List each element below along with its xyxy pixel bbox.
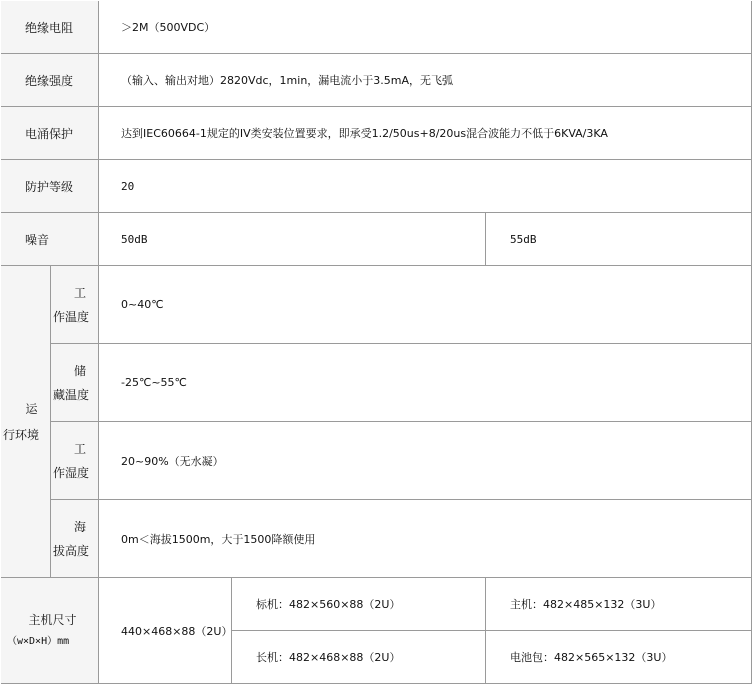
env-working-humidity-value (99, 422, 752, 500)
env-working-temp-label (51, 266, 99, 344)
protection-grade-label (1, 160, 99, 213)
dimensions-label (1, 578, 99, 684)
noise-label (1, 213, 99, 266)
dimensions-label-line-2: （w×D×H）mm (7, 635, 70, 647)
label-text: 防护等级 (25, 179, 74, 194)
value-text: 0m＜海拔1500m，大于1500降额使用 (121, 532, 316, 546)
env-working-temp-value (99, 266, 752, 344)
noise-value-b (486, 213, 752, 266)
value-text: 20~90%（无水凝） (121, 454, 224, 468)
dimensions-long-value (232, 631, 486, 684)
label-text: 绝缘电阻 (25, 20, 74, 35)
dimensions-battery-pack-value (486, 631, 752, 684)
env-storage-temp-label (51, 344, 99, 422)
sub-line-1: 工 (73, 285, 86, 300)
sub-line-2: 藏温度 (53, 387, 90, 402)
insulation-resistance-value (99, 1, 752, 54)
value-text: 0~40℃ (121, 298, 164, 311)
env-altitude-label (51, 500, 99, 578)
dimensions-standard-value (232, 578, 486, 631)
insulation-resistance-label (1, 1, 99, 54)
surge-protection-label (1, 107, 99, 160)
label-text: 绝缘强度 (25, 73, 74, 88)
env-working-humidity-label (51, 422, 99, 500)
label-text: 电涌保护 (25, 126, 74, 141)
env-altitude-value (99, 500, 752, 578)
sub-line-1: 储 (73, 363, 86, 378)
group-line-2: 行环境 (3, 427, 40, 442)
dimensions-host-value (486, 578, 752, 631)
sub-line-2: 作湿度 (53, 465, 90, 480)
group-line-1: 运 (25, 401, 38, 416)
dimensions-base-value (99, 578, 232, 684)
value-text: -25℃~55℃ (121, 376, 187, 389)
value-text: 20 (121, 179, 135, 193)
value-text: ＞2M（500VDC） (121, 21, 216, 34)
value-text: 电池包：482×565×132（3U） (510, 651, 673, 664)
value-text: 达到IEC60664-1规定的IV类安装位置要求，即承受1.2/50us+8/20us混合波能力不低于6KVA/3KA (121, 127, 608, 140)
value-text: 主机：482×485×132（3U） (510, 598, 662, 611)
insulation-strength-label (1, 54, 99, 107)
value-text: （输入、输出对地）2820Vdc，1min，漏电流小于3.5mA，无飞弧 (121, 74, 454, 87)
sub-line-1: 海 (73, 519, 86, 534)
value-text: 50dB (121, 232, 148, 246)
value-text: 长机：482×468×88（2U） (256, 651, 401, 664)
sub-line-2: 拔高度 (53, 543, 90, 558)
insulation-strength-value (99, 54, 752, 107)
value-text: 55dB (510, 232, 537, 246)
sub-line-2: 作温度 (53, 309, 90, 324)
environment-group-label (1, 266, 51, 578)
label-text: 噪音 (25, 232, 50, 247)
value-text: 440×468×88（2U） (121, 624, 233, 638)
surge-protection-value (99, 107, 752, 160)
env-storage-temp-value (99, 344, 752, 422)
sub-line-1: 工 (73, 441, 86, 456)
dimensions-label-line-1: 主机尺寸 (28, 612, 77, 627)
noise-value-a (99, 213, 486, 266)
protection-grade-value (99, 160, 752, 213)
value-text: 标机：482×560×88（2U） (256, 598, 401, 611)
